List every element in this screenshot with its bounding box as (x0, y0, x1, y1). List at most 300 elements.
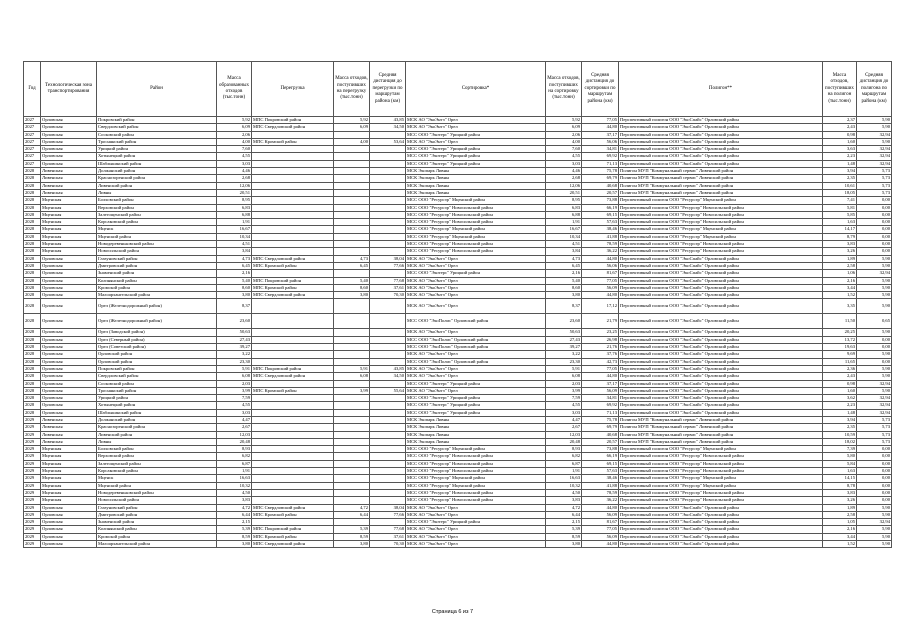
cell-distance-to-sorting: 69,15 (582, 211, 619, 218)
cell-transfer-station (252, 241, 334, 248)
table-row (24, 182, 892, 189)
cell-district: Колпнянский район (97, 277, 217, 284)
cell-distance-to-transfer: 38,04 (370, 255, 406, 262)
cell-distance-to-landfill: 0,00 (857, 204, 892, 211)
cell-landfill: Перспективный полигон ООО "ЭкоСпайс" Орловский район (619, 329, 823, 336)
cell-transfer-station (252, 226, 334, 233)
cell-distance-to-landfill: 0,65 (857, 314, 892, 329)
cell-distance-to-landfill: 5,73 (857, 416, 892, 423)
cell-mass-to-sorting: 6,88 (546, 211, 582, 218)
cell-distance-to-landfill: 0,00 (857, 241, 892, 248)
cell-mass-to-landfill: 1,89 (823, 255, 857, 262)
cell-transfer-station (252, 344, 334, 351)
cell-district: Ливенский район (97, 431, 217, 438)
cell-mass-generated: 8,93 (217, 446, 252, 453)
cell-zone: Мценская (41, 475, 97, 482)
cell-distance-to-transfer (370, 497, 406, 504)
cell-transfer-station (252, 131, 334, 138)
cell-mass-to-transfer (334, 175, 370, 182)
cell-sorting-facility: МСС ООО "Ресурсэр" Мценский район (406, 475, 546, 482)
cell-mass-generated: 2,67 (217, 424, 252, 431)
cell-mass-to-transfer (334, 351, 370, 358)
table-row (24, 175, 892, 182)
cell-district: Новодеревеньковский район (97, 489, 217, 496)
cell-landfill: Перспективный полигон ООО "Ресурсэр" Мценский район (619, 197, 823, 204)
cell-distance-to-sorting: 42,73 (582, 358, 619, 365)
cell-mass-to-transfer: 6,44 (334, 511, 370, 518)
cell-year: 2027 (24, 153, 41, 160)
cell-distance-to-landfill: 0,00 (857, 197, 892, 204)
cell-sorting-facility: МСК Экопарк Ливны (406, 438, 546, 445)
cell-mass-to-transfer: 3,80 (334, 541, 370, 548)
cell-zone: Орловская (41, 153, 97, 160)
cell-mass-to-landfill: 3,44 (823, 533, 857, 540)
cell-distance-to-landfill: 5,73 (857, 431, 892, 438)
cell-mass-to-sorting: 8,59 (546, 533, 582, 540)
cell-distance-to-landfill: 0,00 (857, 344, 892, 351)
cell-mass-to-sorting: 8,37 (546, 299, 582, 314)
cell-year: 2028 (24, 168, 41, 175)
cell-mass-generated: 5,91 (217, 365, 252, 372)
cell-mass-to-sorting: 4,73 (546, 255, 582, 262)
cell-mass-to-transfer (334, 189, 370, 196)
cell-district: Мценск (97, 475, 217, 482)
cell-mass-to-sorting: 12,06 (546, 182, 582, 189)
cell-mass-to-landfill: 3,62 (823, 395, 857, 402)
cell-year: 2029 (24, 431, 41, 438)
cell-mass-generated: 50,63 (217, 329, 252, 336)
cell-landfill: Полигон МУП "Коммунальный сервис" Ливенский район (619, 182, 823, 189)
cell-year: 2028 (24, 211, 41, 218)
cell-zone: Орловская (41, 270, 97, 277)
cell-distance-to-transfer (370, 409, 406, 416)
cell-mass-to-sorting: 4,55 (546, 153, 582, 160)
cell-zone: Орловская (41, 336, 97, 343)
cell-mass-to-transfer (334, 160, 370, 167)
cell-district: Корсаковский район (97, 219, 217, 226)
cell-distance-to-sorting: 37,17 (582, 131, 619, 138)
cell-distance-to-landfill: 0,00 (857, 475, 892, 482)
cell-transfer-station: МПС Покровский район (252, 277, 334, 284)
cell-transfer-station (252, 497, 334, 504)
table-row (24, 431, 892, 438)
cell-transfer-station: МПС Кромской район (252, 387, 334, 394)
cell-year: 2028 (24, 182, 41, 189)
cell-sorting-facility: МСС ООО "Ресурсэр" Мценский район (406, 197, 546, 204)
cell-mass-generated: 6,09 (217, 124, 252, 131)
cell-distance-to-sorting: 40,68 (582, 182, 619, 189)
cell-distance-to-landfill: 5,90 (857, 351, 892, 358)
cell-landfill: Перспективный полигон ООО "ЭкоСпайс" Орловский район (619, 124, 823, 131)
cell-transfer-station: МПС Свердловский район (252, 292, 334, 299)
table-row (24, 146, 892, 153)
cell-sorting-facility: МСС ООО "Ресурсэр" Новосильский район (406, 241, 546, 248)
cell-distance-to-sorting: 69,92 (582, 402, 619, 409)
cell-mass-generated: 8,95 (217, 197, 252, 204)
table-row (24, 197, 892, 204)
cell-mass-to-sorting: 3,03 (546, 409, 582, 416)
cell-landfill: Перспективный полигон ООО "Ресурсэр" Новосильский район (619, 489, 823, 496)
cell-mass-to-landfill: 3,83 (823, 241, 857, 248)
cell-distance-to-sorting: 73,88 (582, 197, 619, 204)
cell-landfill: Полигон МУП "Коммунальный сервис" Ливенский район (619, 175, 823, 182)
cell-mass-to-transfer (334, 453, 370, 460)
cell-mass-to-landfill: 10,61 (823, 182, 857, 189)
cell-transfer-station (252, 468, 334, 475)
cell-mass-to-landfill: 1,63 (823, 468, 857, 475)
cell-mass-to-sorting: 20,48 (546, 438, 582, 445)
cell-mass-to-landfill: 10,59 (823, 431, 857, 438)
cell-mass-to-sorting: 5,40 (546, 277, 582, 284)
cell-mass-to-sorting: 6,09 (546, 124, 582, 131)
cell-year: 2027 (24, 138, 41, 145)
cell-sorting-facility: МСС ООО "Ресурсэр" Новосильский район (406, 204, 546, 211)
cell-sorting-facility: МСК АО "ЭкоЭнтэ" Орел (406, 329, 546, 336)
cell-landfill: Перспективный полигон ООО "Ресурсэр" Мценский район (619, 482, 823, 489)
cell-distance-to-sorting: 20,57 (582, 438, 619, 445)
cell-district: Ливенский район (97, 182, 217, 189)
cell-distance-to-sorting: 71,13 (582, 160, 619, 167)
cell-mass-to-sorting: 3,80 (546, 292, 582, 299)
cell-transfer-station (252, 168, 334, 175)
cell-year: 2028 (24, 219, 41, 226)
cell-district: Шаблыкинский район (97, 160, 217, 167)
cell-distance-to-landfill: 0,00 (857, 446, 892, 453)
cell-mass-generated: 5,39 (217, 526, 252, 533)
cell-mass-to-sorting: 4,72 (546, 504, 582, 511)
cell-mass-generated: 10,34 (217, 233, 252, 240)
cell-mass-generated: 1,91 (217, 468, 252, 475)
cell-mass-generated: 3,03 (217, 409, 252, 416)
cell-landfill: Перспективный полигон ООО "Ресурсэр" Новосильский район (619, 468, 823, 475)
cell-distance-to-sorting: 75,78 (582, 168, 619, 175)
cell-sorting-facility: МСК Экопарк Ливны (406, 424, 546, 431)
cell-landfill: Перспективный полигон ООО "ЭкоСпайс" Орловский район (619, 344, 823, 351)
cell-sorting-facility: МСС ООО "Ресурсэр" Новосильский район (406, 219, 546, 226)
cell-mass-to-sorting: 23,60 (546, 314, 582, 329)
cell-distance-to-sorting: 66,19 (582, 453, 619, 460)
cell-landfill: Перспективный полигон ООО "Ресурсэр" Мценский район (619, 475, 823, 482)
cell-transfer-station: МПС Покровский район (252, 117, 334, 124)
cell-distance-to-transfer (370, 329, 406, 336)
cell-year: 2028 (24, 402, 41, 409)
cell-landfill: Перспективный полигон ООО "ЭкоСпайс" Орловский район (619, 373, 823, 380)
cell-transfer-station (252, 431, 334, 438)
table-row (24, 160, 892, 167)
cell-distance-to-transfer (370, 160, 406, 167)
cell-mass-to-sorting: 2,67 (546, 424, 582, 431)
cell-mass-generated: 6,45 (217, 262, 252, 269)
cell-distance-to-transfer (370, 189, 406, 196)
cell-transfer-station: МПС Свердловский район (252, 504, 334, 511)
cell-distance-to-landfill: 5,90 (857, 117, 892, 124)
cell-mass-to-landfill: 5,84 (823, 460, 857, 467)
cell-distance-to-transfer: 77,66 (370, 511, 406, 518)
cell-sorting-facility: МСС ООО "Экотерс" Урицкий район (406, 519, 546, 526)
cell-district: Покровский район (97, 117, 217, 124)
cell-mass-to-transfer (334, 424, 370, 431)
cell-mass-to-sorting: 39,27 (546, 344, 582, 351)
cell-transfer-station (252, 189, 334, 196)
cell-district: Орловский район (97, 351, 217, 358)
cell-landfill: Полигон МУП "Коммунальный сервис" Ливенский район (619, 424, 823, 431)
cell-year: 2028 (24, 197, 41, 204)
cell-zone: Орловская (41, 402, 97, 409)
cell-distance-to-landfill: 5,90 (857, 255, 892, 262)
cell-transfer-station (252, 175, 334, 182)
cell-zone: Орловская (41, 292, 97, 299)
cell-mass-to-transfer: 5,39 (334, 526, 370, 533)
cell-distance-to-sorting: 36,22 (582, 497, 619, 504)
cell-mass-to-transfer: 6,08 (334, 373, 370, 380)
cell-distance-to-transfer (370, 204, 406, 211)
table-row (24, 475, 892, 482)
cell-landfill: Перспективный полигон ООО "ЭкоСпайс" Орловский район (619, 284, 823, 291)
cell-mass-to-landfill: 14,15 (823, 475, 857, 482)
cell-mass-generated: 4,50 (217, 489, 252, 496)
cell-zone: Мценская (41, 197, 97, 204)
cell-distance-to-landfill: 5,73 (857, 168, 892, 175)
cell-year: 2028 (24, 365, 41, 372)
cell-mass-to-transfer (334, 197, 370, 204)
table-row (24, 402, 892, 409)
cell-year: 2028 (24, 336, 41, 343)
cell-district: Новосильский район (97, 497, 217, 504)
cell-distance-to-transfer (370, 146, 406, 153)
cell-mass-to-transfer (334, 314, 370, 329)
cell-year: 2028 (24, 380, 41, 387)
cell-distance-to-landfill: 5,90 (857, 511, 892, 518)
cell-mass-to-sorting: 27,43 (546, 336, 582, 343)
cell-distance-to-sorting: 23,25 (582, 329, 619, 336)
cell-distance-to-sorting: 34,81 (582, 395, 619, 402)
cell-mass-to-transfer (334, 409, 370, 416)
cell-distance-to-transfer: 70,30 (370, 292, 406, 299)
cell-mass-to-landfill: 3,35 (823, 299, 857, 314)
cell-year: 2028 (24, 255, 41, 262)
cell-district: Хотынецкий район (97, 402, 217, 409)
cell-sorting-facility: МСС ООО "ЭкоПолис" Орловский район (406, 344, 546, 351)
cell-mass-to-sorting: 6,83 (546, 204, 582, 211)
cell-sorting-facility: МСК АО "ЭкоЭнтэ" Орел (406, 351, 546, 358)
cell-transfer-station: МПС Свердловский район (252, 255, 334, 262)
cell-sorting-facility: МСК АО "ЭкоЭнтэ" Орел (406, 511, 546, 518)
cell-landfill: Перспективный полигон ООО "ЭкоСпайс" Орловский район (619, 138, 823, 145)
cell-transfer-station (252, 416, 334, 423)
cell-zone: Орловская (41, 138, 97, 145)
cell-mass-to-sorting: 6,44 (546, 511, 582, 518)
cell-mass-to-transfer (334, 446, 370, 453)
cell-landfill: Перспективный полигон ООО "ЭкоСпайс" Орловский район (619, 314, 823, 329)
cell-zone: Орловская (41, 329, 97, 336)
cell-mass-to-transfer (334, 153, 370, 160)
cell-year: 2028 (24, 329, 41, 336)
cell-sorting-facility: МСК Экопарк Ливны (406, 431, 546, 438)
cell-year: 2028 (24, 226, 41, 233)
table-header-row (24, 62, 892, 117)
table-row (24, 284, 892, 291)
cell-mass-to-sorting: 6,87 (546, 460, 582, 467)
cell-mass-generated: 8,59 (217, 533, 252, 540)
cell-distance-to-transfer (370, 175, 406, 182)
cell-landfill: Перспективный полигон ООО "ЭкоСпайс" Орловский район (619, 255, 823, 262)
cell-zone: Ливенская (41, 431, 97, 438)
header-mass-to-sorting: Масса отходов, поступивших на сортировку (тыс.тонн) (546, 62, 582, 117)
cell-transfer-station (252, 219, 334, 226)
cell-transfer-station (252, 358, 334, 365)
cell-distance-to-sorting: 41,88 (582, 482, 619, 489)
table-row (24, 248, 892, 255)
cell-transfer-station (252, 233, 334, 240)
cell-zone: Орловская (41, 409, 97, 416)
cell-transfer-station: МПС Свердловский район (252, 373, 334, 380)
cell-transfer-station: МПС Кромской район (252, 262, 334, 269)
cell-landfill: Перспективный полигон ООО "ЭкоСпайс" Орловский район (619, 387, 823, 394)
cell-distance-to-sorting: 37,17 (582, 380, 619, 387)
cell-district: Орел (Северный район) (97, 336, 217, 343)
cell-mass-to-transfer (334, 248, 370, 255)
table-row (24, 299, 892, 314)
cell-distance-to-landfill: 5,90 (857, 365, 892, 372)
cell-zone: Мценская (41, 460, 97, 467)
cell-zone: Орловская (41, 117, 97, 124)
table-row (24, 358, 892, 365)
cell-mass-to-sorting: 7,59 (546, 395, 582, 402)
cell-mass-to-landfill: 2,43 (823, 124, 857, 131)
table-row (24, 365, 892, 372)
cell-year: 2029 (24, 482, 41, 489)
cell-mass-to-sorting: 2,03 (546, 380, 582, 387)
cell-distance-to-landfill: 5,90 (857, 292, 892, 299)
table-row (24, 460, 892, 467)
cell-transfer-station (252, 314, 334, 329)
cell-mass-generated: 5,92 (217, 117, 252, 124)
cell-distance-to-transfer: 34,50 (370, 124, 406, 131)
cell-distance-to-sorting: 69,92 (582, 153, 619, 160)
table-row (24, 526, 892, 533)
cell-mass-to-sorting: 6,82 (546, 453, 582, 460)
cell-landfill: Перспективный полигон ООО "ЭкоСпайс" Орловский район (619, 277, 823, 284)
cell-distance-to-landfill: 0,00 (857, 497, 892, 504)
cell-transfer-station (252, 146, 334, 153)
cell-mass-to-transfer (334, 380, 370, 387)
cell-mass-to-landfill: 1,48 (823, 160, 857, 167)
cell-mass-to-landfill: 2,35 (823, 175, 857, 182)
cell-zone: Орловская (41, 299, 97, 314)
cell-distance-to-sorting: 17,12 (582, 299, 619, 314)
table-row (24, 314, 892, 329)
cell-landfill: Перспективный полигон ООО "Ресурсэр" Новосильский район (619, 204, 823, 211)
cell-mass-to-landfill: 2,37 (823, 117, 857, 124)
cell-mass-to-sorting: 3,22 (546, 351, 582, 358)
cell-district: Колпнянский район (97, 526, 217, 533)
cell-transfer-station (252, 211, 334, 218)
cell-sorting-facility: МСК АО "ЭкоЭнтэ" Орел (406, 138, 546, 145)
cell-sorting-facility: МСС ООО "ЭкоПолис" Орловский район (406, 358, 546, 365)
cell-mass-to-transfer (334, 431, 370, 438)
cell-mass-to-sorting: 8,93 (546, 446, 582, 453)
cell-mass-to-transfer (334, 358, 370, 365)
cell-distance-to-sorting: 71,13 (582, 409, 619, 416)
cell-year: 2028 (24, 344, 41, 351)
cell-distance-to-sorting: 44,80 (582, 255, 619, 262)
header-mass-generated: Масса образованных отходов (тыс.тонн) (217, 62, 252, 117)
cell-distance-to-sorting: 44,80 (582, 373, 619, 380)
cell-landfill: Перспективный полигон ООО "ЭкоСпайс" Орловский район (619, 299, 823, 314)
table-row (24, 117, 892, 124)
cell-distance-to-transfer (370, 402, 406, 409)
cell-district: Малоархангельский район (97, 541, 217, 548)
table-row (24, 329, 892, 336)
cell-landfill: Полигон МУП "Коммунальный сервис" Ливенский район (619, 168, 823, 175)
cell-distance-to-landfill: 0,00 (857, 460, 892, 467)
cell-district: Свердловский район (97, 373, 217, 380)
table-row (24, 233, 892, 240)
cell-transfer-station (252, 460, 334, 467)
cell-distance-to-landfill: 0,00 (857, 211, 892, 218)
cell-mass-generated: 4,00 (217, 138, 252, 145)
cell-zone: Орловская (41, 358, 97, 365)
cell-zone: Ливенская (41, 438, 97, 445)
cell-zone: Орловская (41, 146, 97, 153)
cell-mass-generated: 3,80 (217, 292, 252, 299)
cell-sorting-facility: МСС ООО "Экотерс" Урицкий район (406, 402, 546, 409)
table-row (24, 262, 892, 269)
cell-landfill: Перспективный полигон ООО "ЭкоСпайс" Орловский район (619, 117, 823, 124)
cell-landfill: Перспективный полигон ООО "Ресурсэр" Мценский район (619, 233, 823, 240)
cell-distance-to-sorting: 75,78 (582, 416, 619, 423)
cell-distance-to-transfer: 43,85 (370, 365, 406, 372)
cell-distance-to-transfer (370, 344, 406, 351)
cell-district: Болховский район (97, 446, 217, 453)
cell-distance-to-transfer: 77,68 (370, 277, 406, 284)
cell-distance-to-sorting: 44,80 (582, 292, 619, 299)
cell-distance-to-landfill: 5,90 (857, 329, 892, 336)
cell-sorting-facility: МСК АО "ЭкоЭнтэ" Орел (406, 284, 546, 291)
cell-mass-to-sorting: 2,16 (546, 270, 582, 277)
cell-zone: Мценская (41, 497, 97, 504)
cell-mass-to-sorting: 5,39 (546, 526, 582, 533)
cell-district: Троснянский район (97, 138, 217, 145)
cell-distance-to-sorting: 56,09 (582, 387, 619, 394)
table-row (24, 541, 892, 548)
cell-mass-generated: 23,30 (217, 358, 252, 365)
waste-flow-table (23, 61, 892, 548)
cell-mass-to-landfill: 18,05 (823, 189, 857, 196)
cell-mass-to-transfer: 4,00 (334, 138, 370, 145)
cell-distance-to-transfer (370, 395, 406, 402)
cell-mass-to-sorting: 8,60 (546, 284, 582, 291)
cell-distance-to-transfer (370, 519, 406, 526)
cell-mass-to-landfill: 0,98 (823, 380, 857, 387)
cell-district: Краснозоренский район (97, 175, 217, 182)
cell-distance-to-transfer: 34,50 (370, 373, 406, 380)
cell-year: 2029 (24, 504, 41, 511)
cell-mass-generated: 3,03 (217, 160, 252, 167)
cell-year: 2029 (24, 511, 41, 518)
table-row (24, 226, 892, 233)
cell-distance-to-transfer (370, 211, 406, 218)
cell-distance-to-transfer: 77,66 (370, 262, 406, 269)
cell-zone: Орловская (41, 277, 97, 284)
table-row (24, 168, 892, 175)
cell-transfer-station (252, 395, 334, 402)
cell-distance-to-sorting: 69,79 (582, 175, 619, 182)
cell-landfill: Перспективный полигон ООО "ЭкоСпайс" Орловский район (619, 131, 823, 138)
table-row (24, 138, 892, 145)
cell-mass-to-sorting: 16,67 (546, 226, 582, 233)
cell-distance-to-sorting: 44,80 (582, 124, 619, 131)
